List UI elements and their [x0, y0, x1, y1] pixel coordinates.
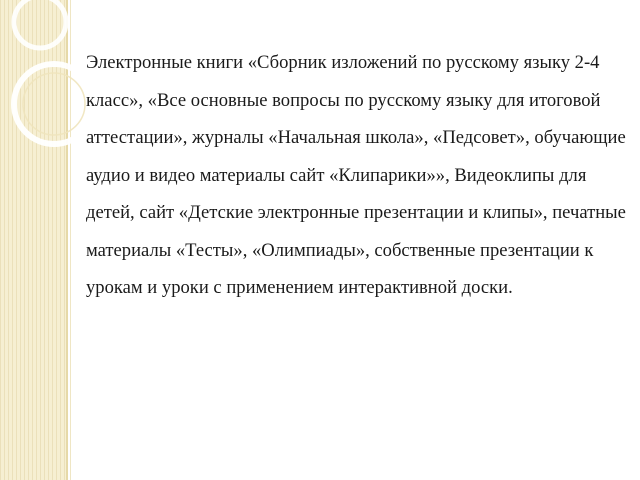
ring-small: [14, 0, 66, 48]
slide-body-text: Электронные книги «Сборник изложений по русскому языку 2-4 класс», «Все основные вопросы по русскому языку для итоговой аттестации», журналы «Начальная школа», «Педсовет», обучающие аудио и видео материалы сайт «Клипарики»», Видеоклипы для детей, сайт «Детские электронные презентации и клипы», печатные материалы «Тесты», «Олимпиады», собственные презентации к урокам и уроки с применением интерактивной доски.: [86, 52, 626, 298]
ring-large: [14, 64, 94, 144]
content-area: [86, 44, 626, 307]
ring-large-inner: [23, 73, 85, 135]
